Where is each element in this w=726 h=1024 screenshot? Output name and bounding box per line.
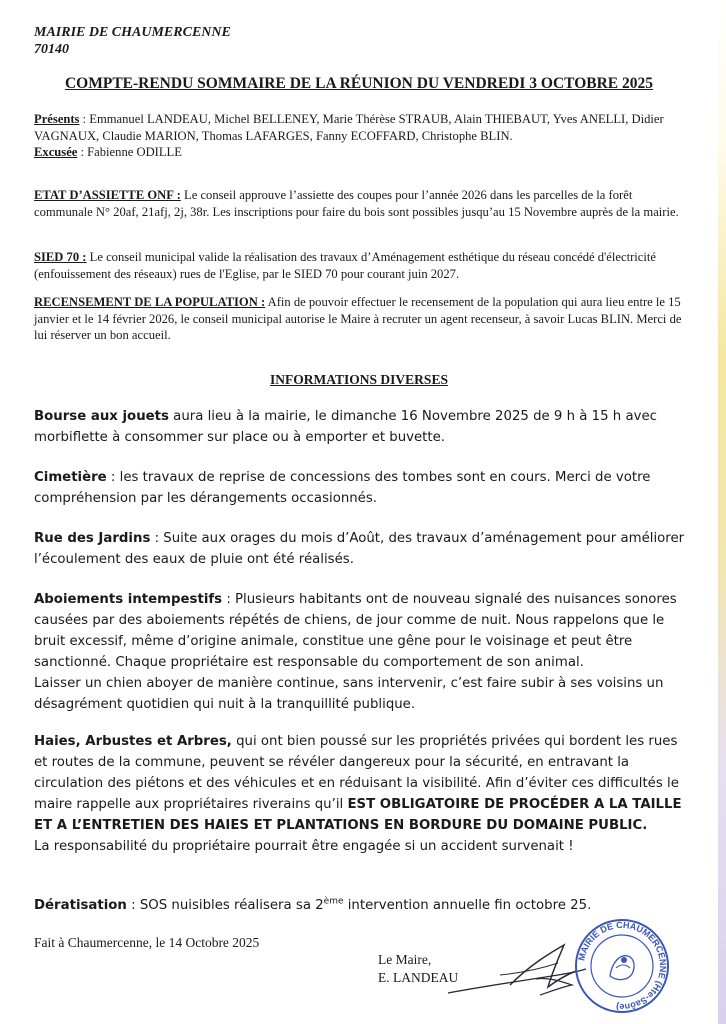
sied-text: Le conseil municipal valide la réalisation des travaux d’Aménagement esthétique du réseau concédé d'électricité (enfouissement des réseaux) rues de l'Eglise, par le SIED 70 pour courant juin 2027. bbox=[34, 250, 656, 281]
attendance-block bbox=[34, 111, 694, 161]
haies-text-2: La responsabilité du propriétaire pourrait être engagée si un accident survenait ! bbox=[34, 839, 574, 854]
info-deratisation bbox=[34, 895, 694, 916]
aboiements-text-2: Laisser un chien aboyer de manière continue, sans intervenir, c’est faire subir à ses voisins un désagrément quotidien qui nuit à la tranquillité publique. bbox=[34, 676, 664, 712]
onf-label: ETAT D’ASSIETTE ONF : bbox=[34, 188, 181, 202]
deratisation-text-a: : SOS nuisibles réalisera sa 2 bbox=[126, 898, 324, 913]
jardins-label: Rue des Jardins bbox=[34, 531, 151, 546]
cimetiere-text: : les travaux de reprise de concessions des tombes sont en cours. Merci de votre compréhension par les dérangements occasionnés. bbox=[34, 470, 651, 506]
mayor-title: Le Maire, bbox=[378, 952, 432, 967]
scan-edge bbox=[718, 0, 726, 1024]
info-cimetiere bbox=[34, 467, 694, 509]
deratisation-label: Dératisation bbox=[34, 898, 127, 913]
recensement-label: RECENSEMENT DE LA POPULATION : bbox=[34, 295, 266, 309]
deratisation-text-b: intervention annuelle fin octobre 25. bbox=[343, 898, 592, 913]
page-title: COMPTE-RENDU SOMMAIRE DE LA RÉUNION DU VENDREDI 3 OCTOBRE 2025 bbox=[64, 75, 654, 92]
presents-label: Présents bbox=[34, 112, 80, 126]
recensement-text: Afin de pouvoir effectuer le recensement de la population qui aura lieu entre le 15 janvier et le 14 février 2026, le conseil municipal autorise le Maire à recruter un agent recenseur, à savoir Lucas BLIN. Merci de lui réserver un bon accueil. bbox=[34, 295, 682, 342]
jardins-text: : Suite aux orages du mois d’Août, des travaux d’aménagement pour améliorer l’écoulement des eaux de pluie ont été réalisés. bbox=[34, 531, 685, 567]
haies-text: qui ont bien poussé sur les propriétés privées qui bordent les rues et routes de la commune, peuvent se révéler dangereux pour la sécurité, en entravant la circulation des piétons et des véhicules et en réduisant la visibilité. Afin d’éviter ces difficultés le maire rappelle aux propriétaires riverains qu’il bbox=[34, 734, 679, 812]
section-onf bbox=[34, 187, 694, 220]
signature bbox=[440, 935, 590, 1005]
onf-text: Le conseil approuve l’assiette des coupes pour l’année 2026 dans les parcelles de la forêt communale N° 20af, 21afj, 2j, 38r. Les inscriptions pour faire du bois sont possibles jusqu’au 15 Novembre auprès de la mairie. bbox=[34, 188, 679, 219]
bourse-label: Bourse aux jouets bbox=[34, 409, 169, 424]
section-sied bbox=[34, 249, 694, 282]
postal-code: 70140 bbox=[34, 42, 69, 57]
mairie-name: MAIRIE DE CHAUMERCENNE bbox=[34, 25, 231, 40]
excusee-text: : Fabienne ODILLE bbox=[77, 145, 182, 159]
mairie-seal bbox=[572, 916, 672, 1016]
sied-label: SIED 70 : bbox=[34, 250, 87, 264]
excusee-label: Excusée bbox=[34, 145, 78, 159]
info-aboiements bbox=[34, 589, 694, 715]
seal-text: MAIRIE DE CHAUMERCENNE (Hte-Saône) bbox=[576, 919, 669, 1013]
presents-text: : Emmanuel LANDEAU, Michel BELLENEY, Marie Thérèse STRAUB, Alain THIEBAUT, Yves ANELLI, Didier VAGNAUX, Claudie MARION, Thomas LAFARGES, Fanny ECOFFARD, Christophe BLIN. bbox=[34, 112, 664, 143]
info-haies bbox=[34, 731, 694, 857]
info-jardins bbox=[34, 528, 694, 570]
info-bourse bbox=[34, 406, 694, 448]
haies-label: Haies, Arbustes et Arbres, bbox=[34, 734, 232, 749]
mayor-name: E. LANDEAU bbox=[378, 970, 459, 985]
infos-heading: INFORMATIONS DIVERSES bbox=[270, 372, 448, 387]
bourse-text: aura lieu à la mairie, le dimanche 16 Novembre 2025 de 9 h à 15 h avec morbiflette à consommer sur place ou à emporter et buvette. bbox=[34, 409, 657, 445]
haies-caps: EST OBLIGATOIRE DE PROCÉDER A LA TAILLE ET A L’ENTRETIEN DES HAIES ET PLANTATIONS EN BORDURE DU DOMAINE PUBLIC. bbox=[34, 797, 682, 833]
aboiements-text: : Plusieurs habitants ont de nouveau signalé des nuisances sonores causées par des aboiements répétés de chiens, de jour comme de nuit. Nous rappelons que le bruit excessif, même d’origine animale, constitue une gêne pour le voisinage et peut être sanctionné. Chaque propriétaire est responsable du comportement de son animal. bbox=[34, 592, 677, 670]
letterhead bbox=[34, 24, 231, 58]
signed-at: Fait à Chaumercenne, le 14 Octobre 2025 bbox=[34, 935, 260, 950]
cimetiere-label: Cimetière bbox=[34, 470, 107, 485]
section-recensement bbox=[34, 294, 694, 344]
deratisation-sup: ème bbox=[323, 896, 344, 907]
aboiements-label: Aboiements intempestifs bbox=[34, 592, 223, 607]
